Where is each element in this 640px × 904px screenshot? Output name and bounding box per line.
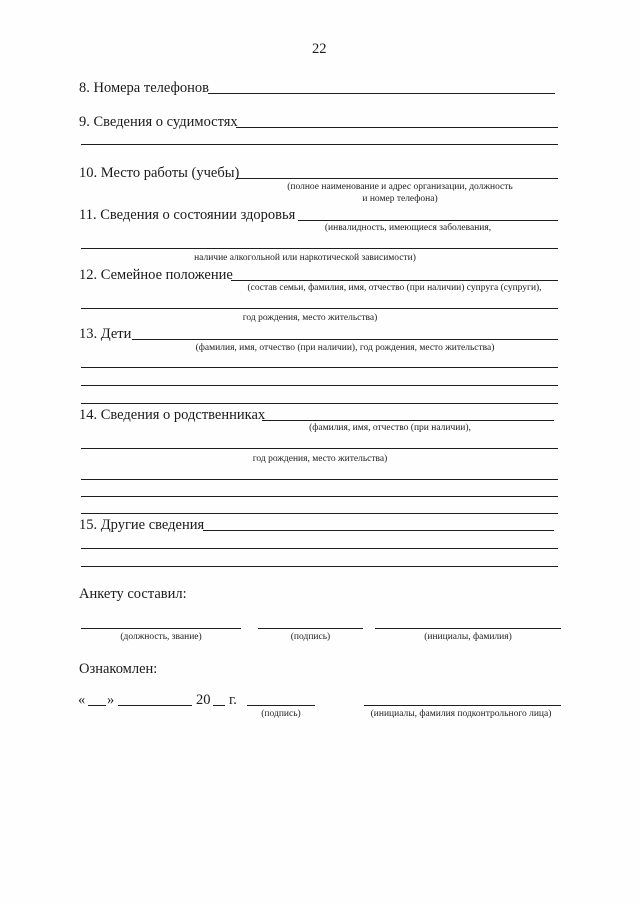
- relatives-line-2[interactable]: [81, 448, 558, 449]
- health-hint-2: наличие алкогольной или наркотической зависимости): [194, 253, 416, 263]
- phones-label: 8. Номера телефонов: [79, 80, 209, 96]
- phones-line[interactable]: [208, 93, 555, 94]
- compiled-position-hint: (должность, звание): [120, 632, 202, 642]
- date-year-suffix: г.: [229, 692, 237, 708]
- date-year-prefix: 20: [196, 692, 211, 708]
- family-line-1[interactable]: [231, 280, 558, 281]
- relatives-line-4[interactable]: [81, 496, 558, 497]
- other-line-3[interactable]: [81, 566, 558, 567]
- children-line-4[interactable]: [81, 403, 558, 404]
- relatives-hint-1: (фамилия, имя, отчество (при наличии),: [309, 423, 471, 433]
- page-number: 22: [312, 41, 327, 57]
- children-label: 13. Дети: [79, 326, 132, 342]
- relatives-line-1[interactable]: [262, 420, 554, 421]
- date-close-quote: »: [107, 692, 115, 708]
- date-year-line[interactable]: [213, 705, 225, 706]
- children-hint: (фамилия, имя, отчество (при наличии), год рождения, место жительства): [195, 343, 495, 353]
- children-line-2[interactable]: [81, 367, 558, 368]
- children-line-1[interactable]: [132, 339, 558, 340]
- family-hint-2: год рождения, место жительства): [242, 313, 378, 323]
- relatives-line-3[interactable]: [81, 479, 558, 480]
- health-line-2[interactable]: [81, 248, 558, 249]
- family-hint-1: (состав семьи, фамилия, имя, отчество (при наличии) супруга (супруги),: [247, 283, 542, 293]
- acquainted-signature-hint: (подпись): [261, 709, 301, 719]
- other-line-2[interactable]: [81, 548, 558, 549]
- relatives-line-5[interactable]: [81, 513, 558, 514]
- work-label: 10. Место работы (учебы): [79, 165, 240, 181]
- compiled-name-line[interactable]: [375, 628, 561, 629]
- health-label: 11. Сведения о состоянии здоровья: [79, 207, 296, 223]
- work-line[interactable]: [236, 178, 558, 179]
- date-day-line[interactable]: [88, 705, 106, 706]
- health-line-1[interactable]: [298, 220, 558, 221]
- relatives-label: 14. Сведения о родственниках: [79, 407, 266, 423]
- compiled-name-hint: (инициалы, фамилия): [424, 632, 512, 642]
- acquainted-label: Ознакомлен:: [79, 661, 158, 677]
- date-open-quote: «: [78, 692, 86, 708]
- other-label: 15. Другие сведения: [79, 517, 205, 533]
- work-hint-2: и номер телефона): [362, 194, 438, 204]
- acquainted-signature-line[interactable]: [247, 705, 315, 706]
- compiled-signature-hint: (подпись): [290, 632, 331, 642]
- health-hint-1: (инвалидность, имеющиеся заболевания,: [324, 223, 492, 233]
- family-line-2[interactable]: [81, 308, 558, 309]
- family-label: 12. Семейное положение: [79, 267, 233, 283]
- convictions-label: 9. Сведения о судимостях: [79, 114, 238, 130]
- date-month-line[interactable]: [118, 705, 192, 706]
- acquainted-name-hint: (инициалы, фамилия подконтрольного лица): [370, 709, 552, 719]
- other-line-1[interactable]: [203, 530, 554, 531]
- work-hint-1: (полное наименование и адрес организации, должность: [287, 182, 513, 192]
- convictions-line-1[interactable]: [236, 127, 558, 128]
- compiled-signature-line[interactable]: [258, 628, 363, 629]
- relatives-hint-2: год рождения, место жительства): [252, 454, 388, 464]
- compiled-label: Анкету составил:: [79, 586, 187, 602]
- children-line-3[interactable]: [81, 385, 558, 386]
- convictions-line-2[interactable]: [81, 144, 558, 145]
- compiled-position-line[interactable]: [81, 628, 241, 629]
- acquainted-name-line[interactable]: [364, 705, 561, 706]
